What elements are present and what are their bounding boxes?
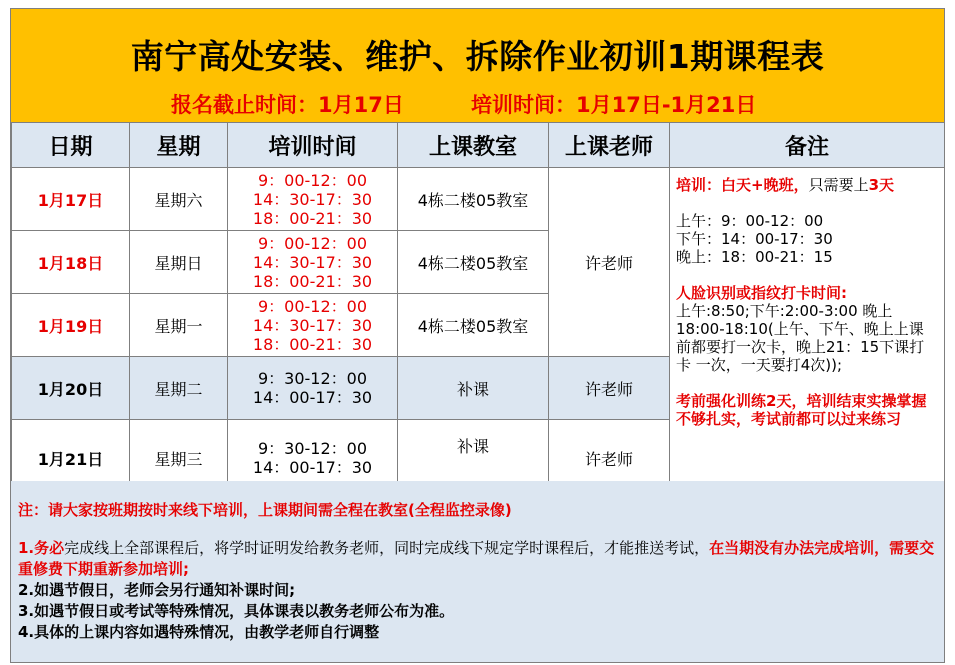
time-slot: 14：30-17：30 xyxy=(252,189,373,209)
notes-schedule-afternoon: 下午：14：00-17：30 xyxy=(676,230,833,248)
time-slot: 9：30-12：00 xyxy=(257,439,368,458)
footer-item-1: 1.务必完成线上全部课程后，将学时证明发给教务老师，同时完成线下规定学时课程后，才能推送考试，在当期没有办法完成培训，需要交重修费下期重新参加培训; xyxy=(18,539,935,578)
table-row xyxy=(12,168,945,231)
date-cell: 1月19日 xyxy=(12,294,130,357)
room-cell: 补课 xyxy=(398,357,549,420)
weekday-cell: 星期六 xyxy=(130,168,228,231)
column-header-time: 培训时间 xyxy=(228,123,398,168)
footer-item-4: 4.具体的上课内容如遇特殊情况，由教学老师自行调整 xyxy=(18,623,380,641)
column-header-notes: 备注 xyxy=(670,123,945,168)
table-header-row xyxy=(12,123,945,168)
teacher-cell-merged: 许老师 xyxy=(549,168,670,357)
room-cell: 4栋二楼05教室 xyxy=(398,231,549,294)
time-cell xyxy=(228,357,398,420)
time-slot: 9：00-12：00 xyxy=(257,296,368,316)
footer-notes xyxy=(11,481,944,662)
time-slot: 9：30-12：00 xyxy=(257,369,368,388)
column-header-date: 日期 xyxy=(12,123,130,168)
header-banner xyxy=(11,9,944,123)
notes-final: 考前强化训练2天，培训结束实操掌握不够扎实，考试前都可以过来练习 xyxy=(676,392,927,428)
registration-deadline: 报名截止时间：1月17日 xyxy=(171,93,404,117)
notes-cell xyxy=(670,168,945,497)
page-title: 南宁高处安装、维护、拆除作业初训1期课程表 xyxy=(130,37,825,76)
date-cell: 1月17日 xyxy=(12,168,130,231)
column-header-teacher: 上课老师 xyxy=(549,123,670,168)
teacher-cell: 许老师 xyxy=(549,420,670,497)
time-slot: 14：00-17：30 xyxy=(252,388,373,407)
footer-item-2: 2.如遇节假日，老师会另行通知补课时间; xyxy=(18,581,296,599)
weekday-cell: 星期二 xyxy=(130,357,228,420)
date-cell: 1月18日 xyxy=(12,231,130,294)
date-cell: 1月21日 xyxy=(12,420,130,497)
time-cell xyxy=(228,294,398,357)
column-header-weekday: 星期 xyxy=(130,123,228,168)
notes-checkin-title: 人脸识别或指纹打卡时间: xyxy=(676,284,847,302)
time-slot: 14：30-17：30 xyxy=(252,315,373,335)
time-slot: 14：30-17：30 xyxy=(252,252,373,272)
notes-line-1: 培训：白天+晚班，只需要上3天 xyxy=(676,176,895,194)
time-slot: 9：00-12：00 xyxy=(257,170,368,190)
time-slot: 14：00-17：30 xyxy=(252,458,373,477)
weekday-cell: 星期三 xyxy=(130,420,228,497)
time-cell xyxy=(228,168,398,231)
time-slot: 18：00-21：30 xyxy=(252,208,373,228)
footer-note: 注：请大家按班期按时来线下培训，上课期间需全程在教室(全程监控录像) xyxy=(18,501,512,519)
time-slot: 9：00-12：00 xyxy=(257,233,368,253)
column-header-room: 上课教室 xyxy=(398,123,549,168)
notes-schedule-evening: 晚上：18：00-21：15 xyxy=(676,248,833,266)
time-slot: 18：00-21：30 xyxy=(252,334,373,354)
time-cell xyxy=(228,231,398,294)
training-period: 培训时间：1月17日-1月21日 xyxy=(471,93,757,117)
room-cell: 补课 xyxy=(398,420,549,497)
room-cell: 4栋二楼05教室 xyxy=(398,168,549,231)
schedule-table xyxy=(11,122,945,497)
schedule-sheet xyxy=(10,8,945,663)
weekday-cell: 星期日 xyxy=(130,231,228,294)
notes-checkin-text: 上午:8:50;下午:2:00-3:00 晚上18:00-18:10(上午、下午、晚上上课前都要打一次卡，晚上21：15下课打卡 一次，一天要打4次)); xyxy=(676,302,925,374)
notes-schedule-morning: 上午：9：00-12：00 xyxy=(676,212,824,230)
weekday-cell: 星期一 xyxy=(130,294,228,357)
footer-item-3: 3.如遇节假日或考试等特殊情况，具体课表以教务老师公布为准。 xyxy=(18,602,455,620)
date-cell: 1月20日 xyxy=(12,357,130,420)
time-slot: 18：00-21：30 xyxy=(252,271,373,291)
teacher-cell: 许老师 xyxy=(549,357,670,420)
room-cell: 4栋二楼05教室 xyxy=(398,294,549,357)
